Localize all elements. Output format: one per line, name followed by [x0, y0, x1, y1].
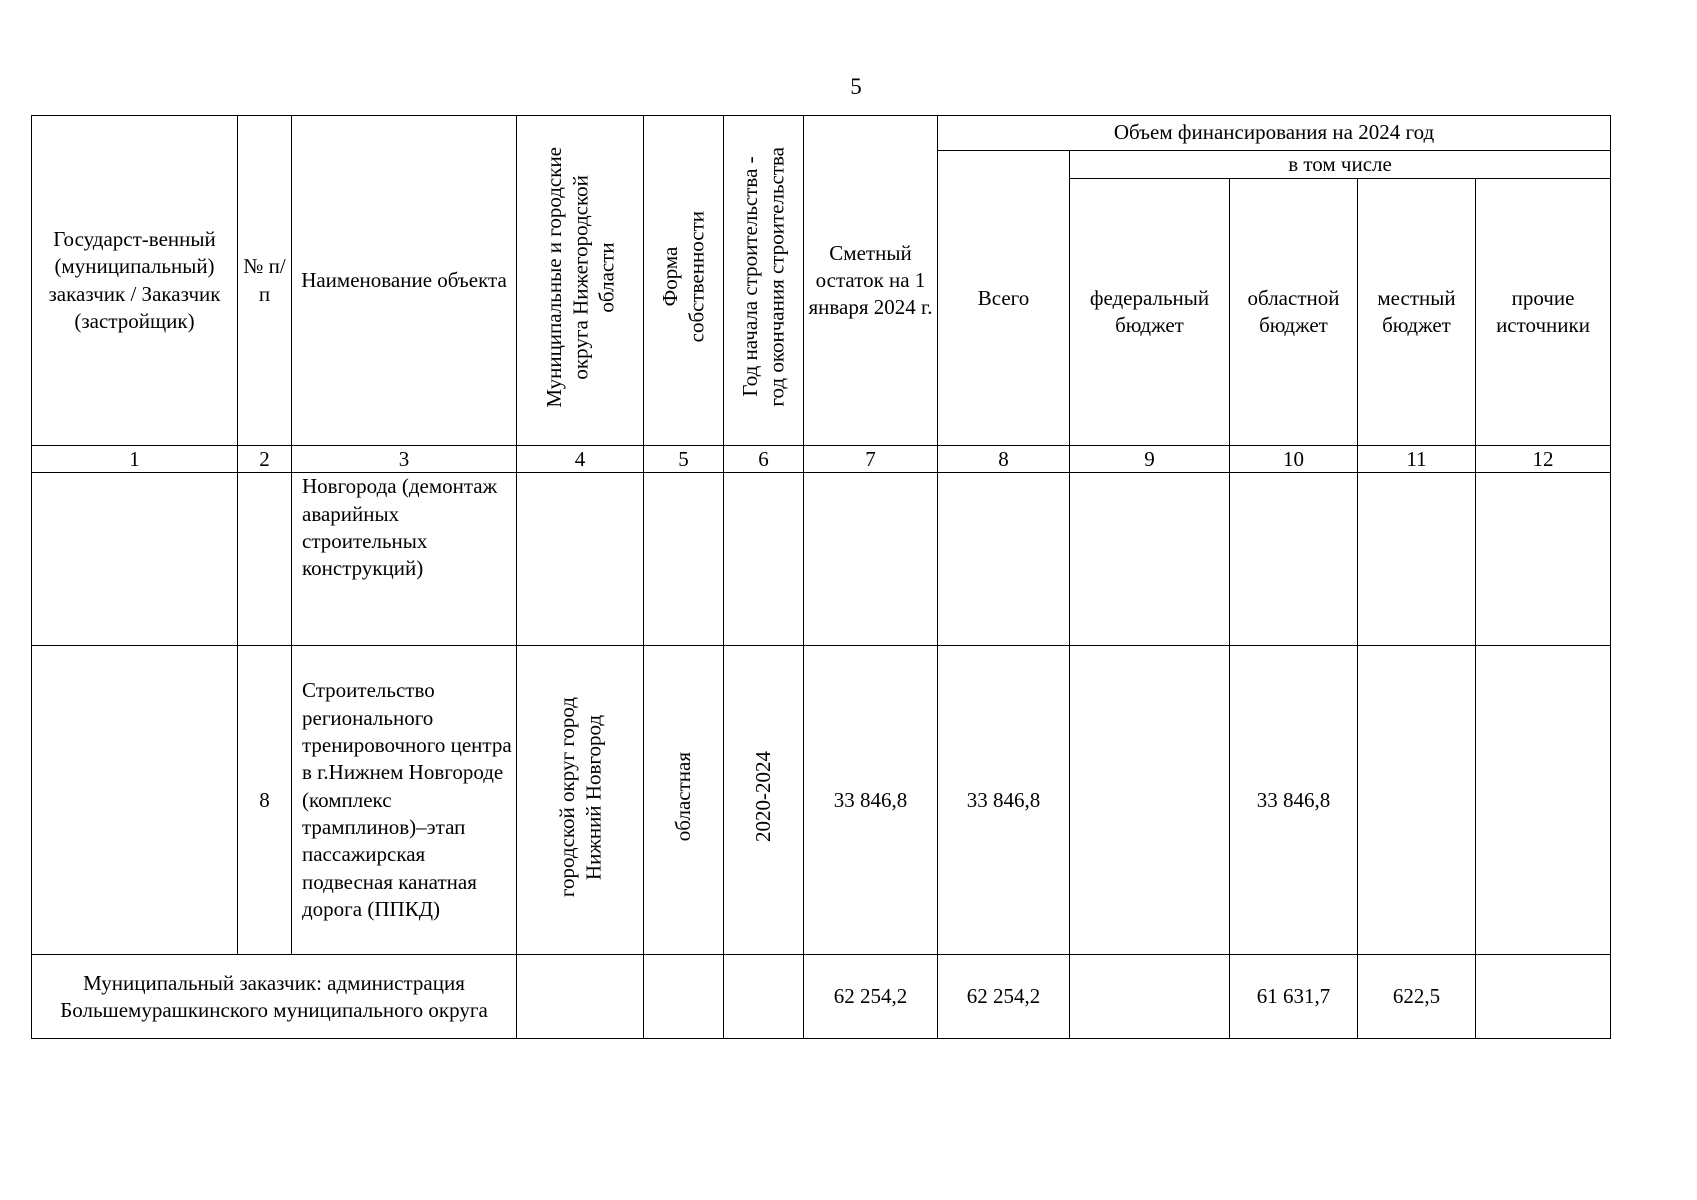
cell-regional: 33 846,8	[1230, 646, 1358, 955]
header-including: в том числе	[1070, 151, 1611, 179]
header-federal: федеральный бюджет	[1070, 179, 1230, 446]
cell-regional	[1230, 473, 1358, 646]
column-number: 4	[517, 446, 644, 473]
summary-federal	[1070, 955, 1230, 1039]
header-regional: областной бюджет	[1230, 179, 1358, 446]
cell-total	[938, 473, 1070, 646]
column-number: 5	[644, 446, 724, 473]
header-ownership	[644, 116, 724, 446]
cell-estimate	[804, 473, 938, 646]
column-number: 8	[938, 446, 1070, 473]
column-number: 3	[292, 446, 517, 473]
header-municipality-line1: Муниципальные и городские	[541, 146, 566, 408]
cell-municipality	[517, 473, 644, 646]
summary-years	[724, 955, 804, 1039]
cell-years	[724, 646, 804, 955]
cell-federal	[1070, 646, 1230, 955]
header-ownership-line2: собственности	[684, 211, 709, 343]
cell-federal	[1070, 473, 1230, 646]
summary-label: Муниципальный заказчик: администрация Большемурашкинского муниципального округа	[32, 955, 517, 1039]
header-municipality-line3: области	[594, 241, 619, 313]
header-other: прочие источники	[1476, 179, 1611, 446]
header-customer: Государст-венный (муниципальный) заказчик / Заказчик (застройщик)	[32, 116, 238, 446]
header-object-name: Наименование объекта	[292, 116, 517, 446]
summary-row	[32, 955, 1611, 1039]
cell-municipality-line2: Нижний Новгород	[581, 714, 605, 880]
cell-estimate: 33 846,8	[804, 646, 938, 955]
cell-years	[724, 473, 804, 646]
cell-local	[1358, 646, 1476, 955]
summary-regional: 61 631,7	[1230, 955, 1358, 1039]
summary-ownership	[644, 955, 724, 1039]
column-number: 1	[32, 446, 238, 473]
header-financing: Объем финансирования на 2024 год	[938, 116, 1611, 151]
summary-other	[1476, 955, 1611, 1039]
cell-customer	[32, 646, 238, 955]
cell-years-text: 2020-2024	[751, 751, 776, 843]
header-estimate: Сметный остаток на 1 января 2024 г.	[804, 116, 938, 446]
cell-municipality-line1: городской округ город	[554, 696, 579, 897]
header-local: местный бюджет	[1358, 179, 1476, 446]
header-years	[724, 116, 804, 446]
cell-object-name: Новгорода (демонтаж аварийных строительных конструкций)	[292, 473, 517, 646]
cell-ownership	[644, 646, 724, 955]
cell-ownership	[644, 473, 724, 646]
column-number: 11	[1358, 446, 1476, 473]
financing-table	[31, 115, 1611, 1039]
table-row	[32, 646, 1611, 955]
cell-npp	[238, 473, 292, 646]
cell-municipality	[517, 646, 644, 955]
header-municipality-line2: округа Нижегородской	[567, 174, 592, 380]
cell-object-name: Строительство регионального тренировочного центра в г.Нижнем Новгороде (комплекс трамплинов)–этап пассажирская подвесная канатная дорога (ППКД)	[292, 646, 517, 955]
summary-estimate: 62 254,2	[804, 955, 938, 1039]
cell-customer	[32, 473, 238, 646]
table-row	[32, 473, 1611, 646]
column-number: 10	[1230, 446, 1358, 473]
cell-other	[1476, 473, 1611, 646]
page-number: 5	[850, 74, 862, 99]
column-number: 2	[238, 446, 292, 473]
header-npp: № п/п	[238, 116, 292, 446]
summary-total: 62 254,2	[938, 955, 1070, 1039]
column-number: 12	[1476, 446, 1611, 473]
column-number: 6	[724, 446, 804, 473]
cell-local	[1358, 473, 1476, 646]
header-years-line2: год окончания строительства	[764, 147, 789, 407]
header-municipality	[517, 116, 644, 446]
cell-other	[1476, 646, 1611, 955]
summary-municipality	[517, 955, 644, 1039]
cell-total: 33 846,8	[938, 646, 1070, 955]
cell-ownership-text: областная	[671, 752, 696, 842]
column-number: 9	[1070, 446, 1230, 473]
summary-local: 622,5	[1358, 955, 1476, 1039]
column-number: 7	[804, 446, 938, 473]
header-years-line1: Год начала строительства -	[738, 156, 763, 398]
cell-npp: 8	[238, 646, 292, 955]
header-total: Всего	[938, 151, 1070, 446]
header-ownership-line1: Форма	[658, 247, 683, 307]
